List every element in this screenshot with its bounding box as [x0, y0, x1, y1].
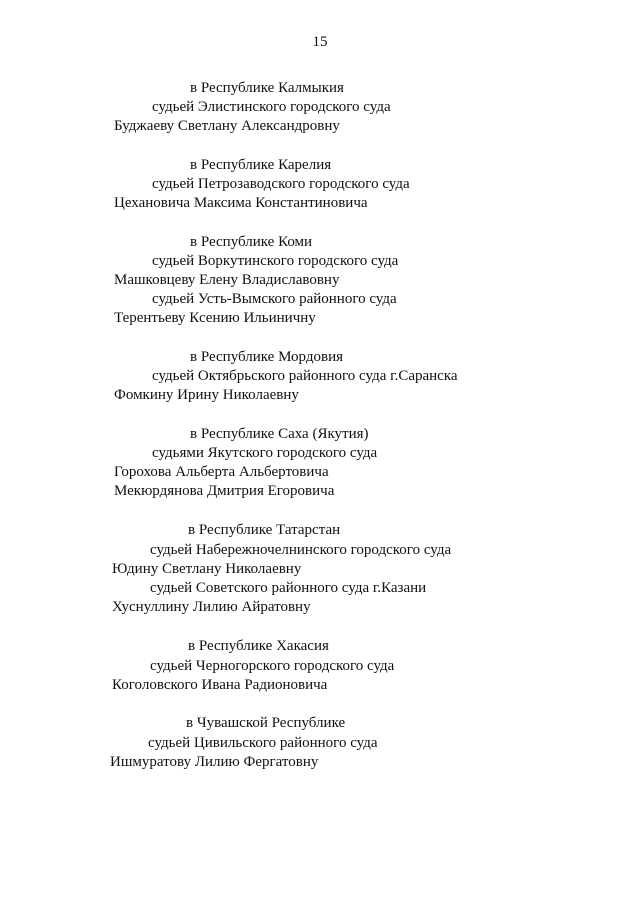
judge-name: Ишмуратову Лилию Фергатовну — [110, 754, 319, 770]
court-line: судьей Усть-Вымского районного суда — [152, 291, 397, 307]
court-line: судьей Цивильского районного суда — [148, 735, 378, 751]
region-heading: в Республике Калмыкия — [190, 80, 344, 96]
region-heading: в Республике Карелия — [190, 157, 332, 173]
court-line: судьей Октябрьского районного суда г.Саранска — [152, 368, 458, 384]
region-heading: в Чувашской Республике — [186, 715, 346, 731]
judge-name: Машковцеву Елену Владиславовну — [114, 272, 340, 288]
region-heading: в Республике Саха (Якутия) — [190, 426, 369, 442]
region-heading: в Республике Татарстан — [188, 522, 341, 538]
page-number: 15 — [312, 34, 328, 50]
judge-name: Хуснуллину Лилию Айратовну — [112, 599, 311, 615]
region-heading: в Республике Хакасия — [188, 638, 329, 654]
judge-name: Юдину Светлану Николаевну — [112, 561, 302, 577]
judge-name: Цехановича Максима Константиновича — [114, 195, 368, 211]
judge-name: Мекюрдянова Дмитрия Егоровича — [114, 483, 335, 499]
court-line: судьей Воркутинского городского суда — [152, 253, 399, 269]
court-line: судьей Набережночелнинского городского суда — [150, 542, 452, 558]
judge-name: Буджаеву Светлану Александровну — [114, 118, 340, 134]
judge-name: Фомкину Ирину Николаевну — [114, 387, 299, 403]
court-line: судьей Элистинского городского суда — [152, 99, 391, 115]
judge-name: Терентьеву Ксению Ильиничну — [114, 310, 316, 326]
judge-name: Коголовского Ивана Радионовича — [112, 677, 328, 693]
region-heading: в Республике Коми — [190, 234, 313, 250]
court-line: судьей Петрозаводского городского суда — [152, 176, 410, 192]
court-line: судьями Якутского городского суда — [152, 445, 378, 461]
court-line: судьей Черногорского городского суда — [150, 658, 395, 674]
court-line: судьей Советского районного суда г.Казани — [150, 580, 427, 596]
judge-name: Горохова Альберта Альбертовича — [114, 464, 329, 480]
region-heading: в Республике Мордовия — [190, 349, 343, 365]
